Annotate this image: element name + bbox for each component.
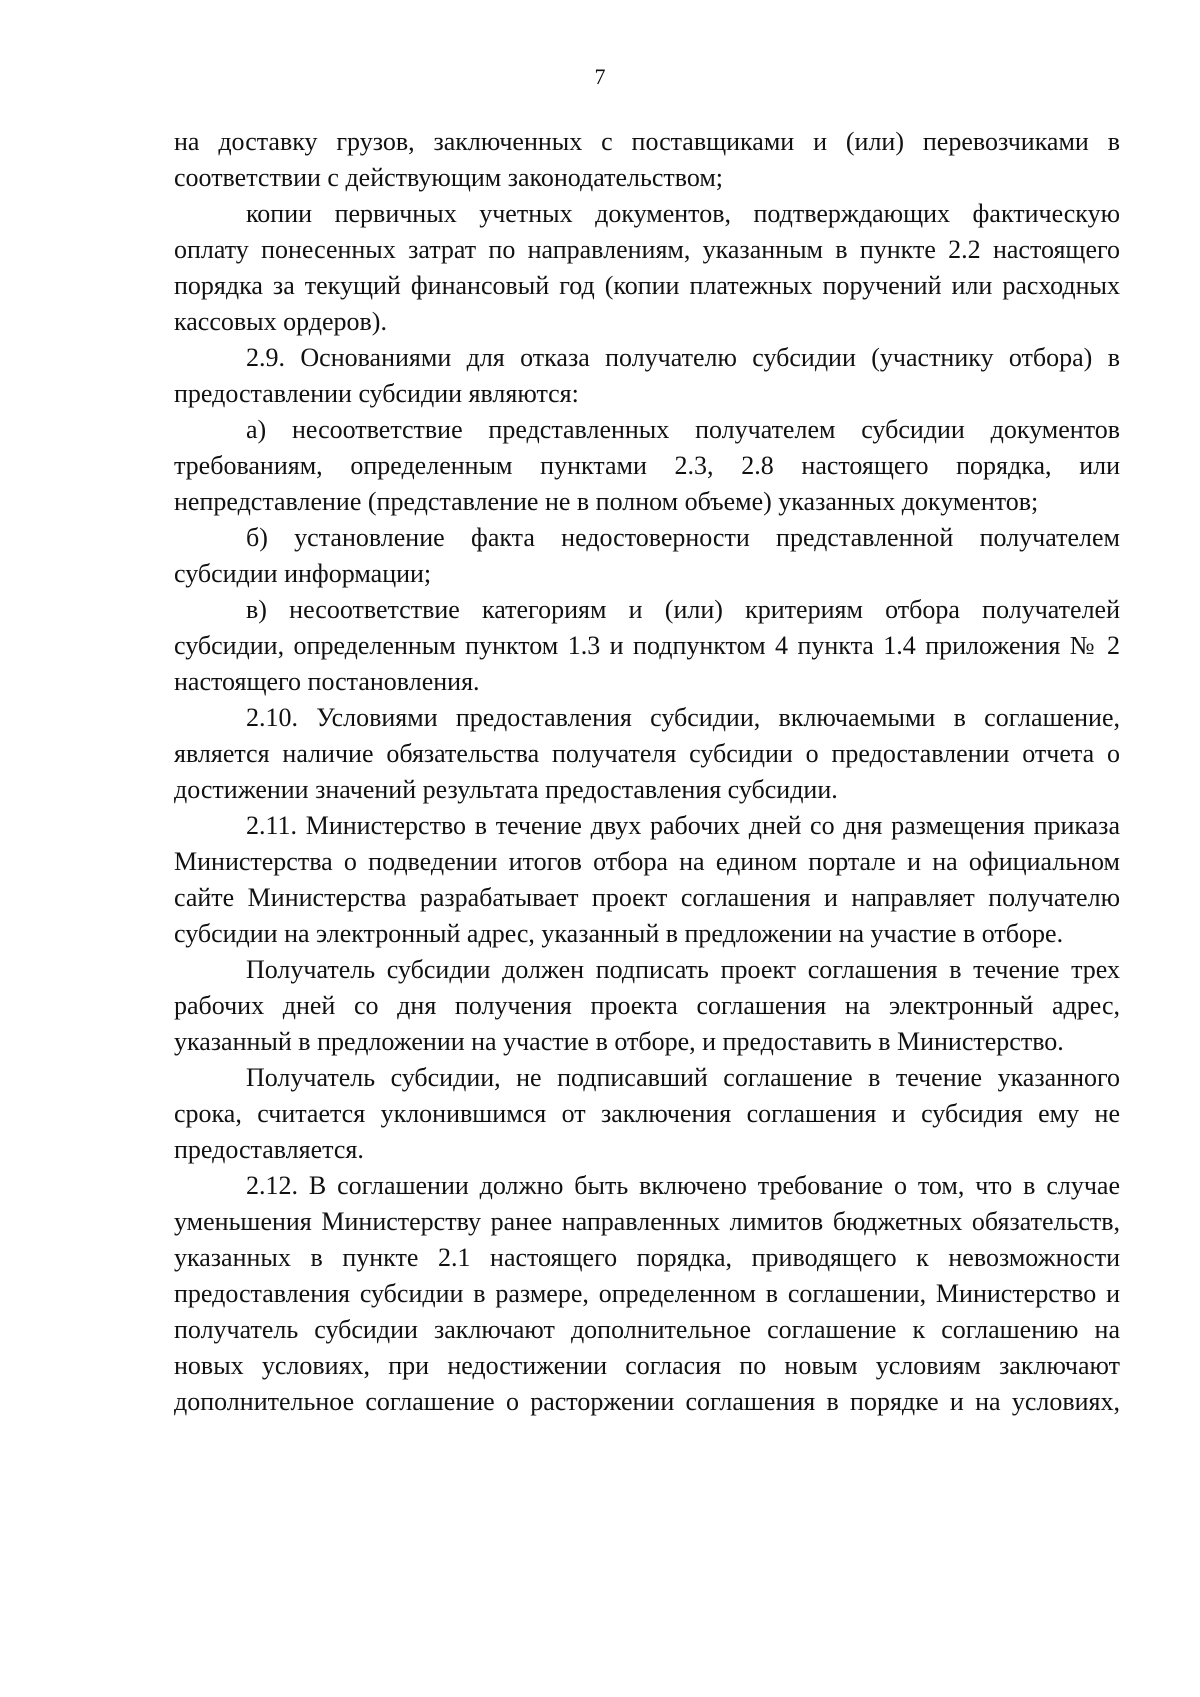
paragraph-2-9-item-c: в) несоответствие категориям и (или) критериям отбора получателей субсидии, определенным пунктом 1.3 и подпунктом 4 пункта 1.4 приложения № 2 настоящего постановления.: [174, 595, 1120, 696]
paragraph-evasion: Получатель субсидии, не подписавший соглашение в течение указанного срока, считается уклонившимся от заключения соглашения и субсидия ему не предоставляется.: [174, 1063, 1120, 1164]
paragraph-2-12-limits-reduction: 2.12. В соглашении должно быть включено требование о том, что в случае уменьшения Министерству ранее направленных лимитов бюджетных обязательств, указанных в пункте 2.1 настоящего порядка, приводящего к невозможности предоставления субсидии в размере, определенном в соглашении, Министерство и получатель субсидии заключают дополнительное соглашение к соглашению на новых условиях, при недостижении согласия по новым условиям заключают дополнительное соглашение о расторжении соглашения в порядке и на условиях,: [174, 1171, 1120, 1416]
paragraph-2-9-item-a: а) несоответствие представленных получателем субсидии документов требованиям, определенным пунктами 2.3, 2.8 настоящего порядка, или непредставление (представление не в полном объеме) указанных документов;: [174, 415, 1120, 516]
paragraph-2-9-item-b: б) установление факта недостоверности представленной получателем субсидии информации;: [174, 523, 1120, 588]
paragraph-2-9-refusal-grounds: 2.9. Основаниями для отказа получателю субсидии (участнику отбора) в предоставлении субсидии являются:: [174, 343, 1120, 408]
paragraph-primary-documents: копии первичных учетных документов, подтверждающих фактическую оплату понесенных затрат по направлениям, указанным в пункте 2.2 настоящего порядка за текущий финансовый год (копии платежных поручений или расходных кассовых ордеров).: [174, 199, 1120, 336]
document-body: [174, 124, 1120, 1420]
page-number: 7: [594, 64, 606, 89]
paragraph-2-11-draft-agreement: 2.11. Министерство в течение двух рабочих дней со дня размещения приказа Министерства о подведении итогов отбора на едином портале и на официальном сайте Министерства разрабатывает проект соглашения и направляет получателю субсидии на электронный адрес, указанный в предложении на участие в отборе.: [174, 811, 1120, 948]
paragraph-delivery-contracts: на доставку грузов, заключенных с поставщиками и (или) перевозчиками в соответствии с действующим законодательством;: [174, 127, 1120, 192]
paragraph-2-10-conditions: 2.10. Условиями предоставления субсидии, включаемыми в соглашение, является наличие обязательства получателя субсидии о предоставлении отчета о достижении значений результата предоставления субсидии.: [174, 703, 1120, 804]
paragraph-signing-deadline: Получатель субсидии должен подписать проект соглашения в течение трех рабочих дней со дня получения проекта соглашения на электронный адрес, указанный в предложении на участие в отборе, и предоставить в Министерство.: [174, 955, 1120, 1056]
